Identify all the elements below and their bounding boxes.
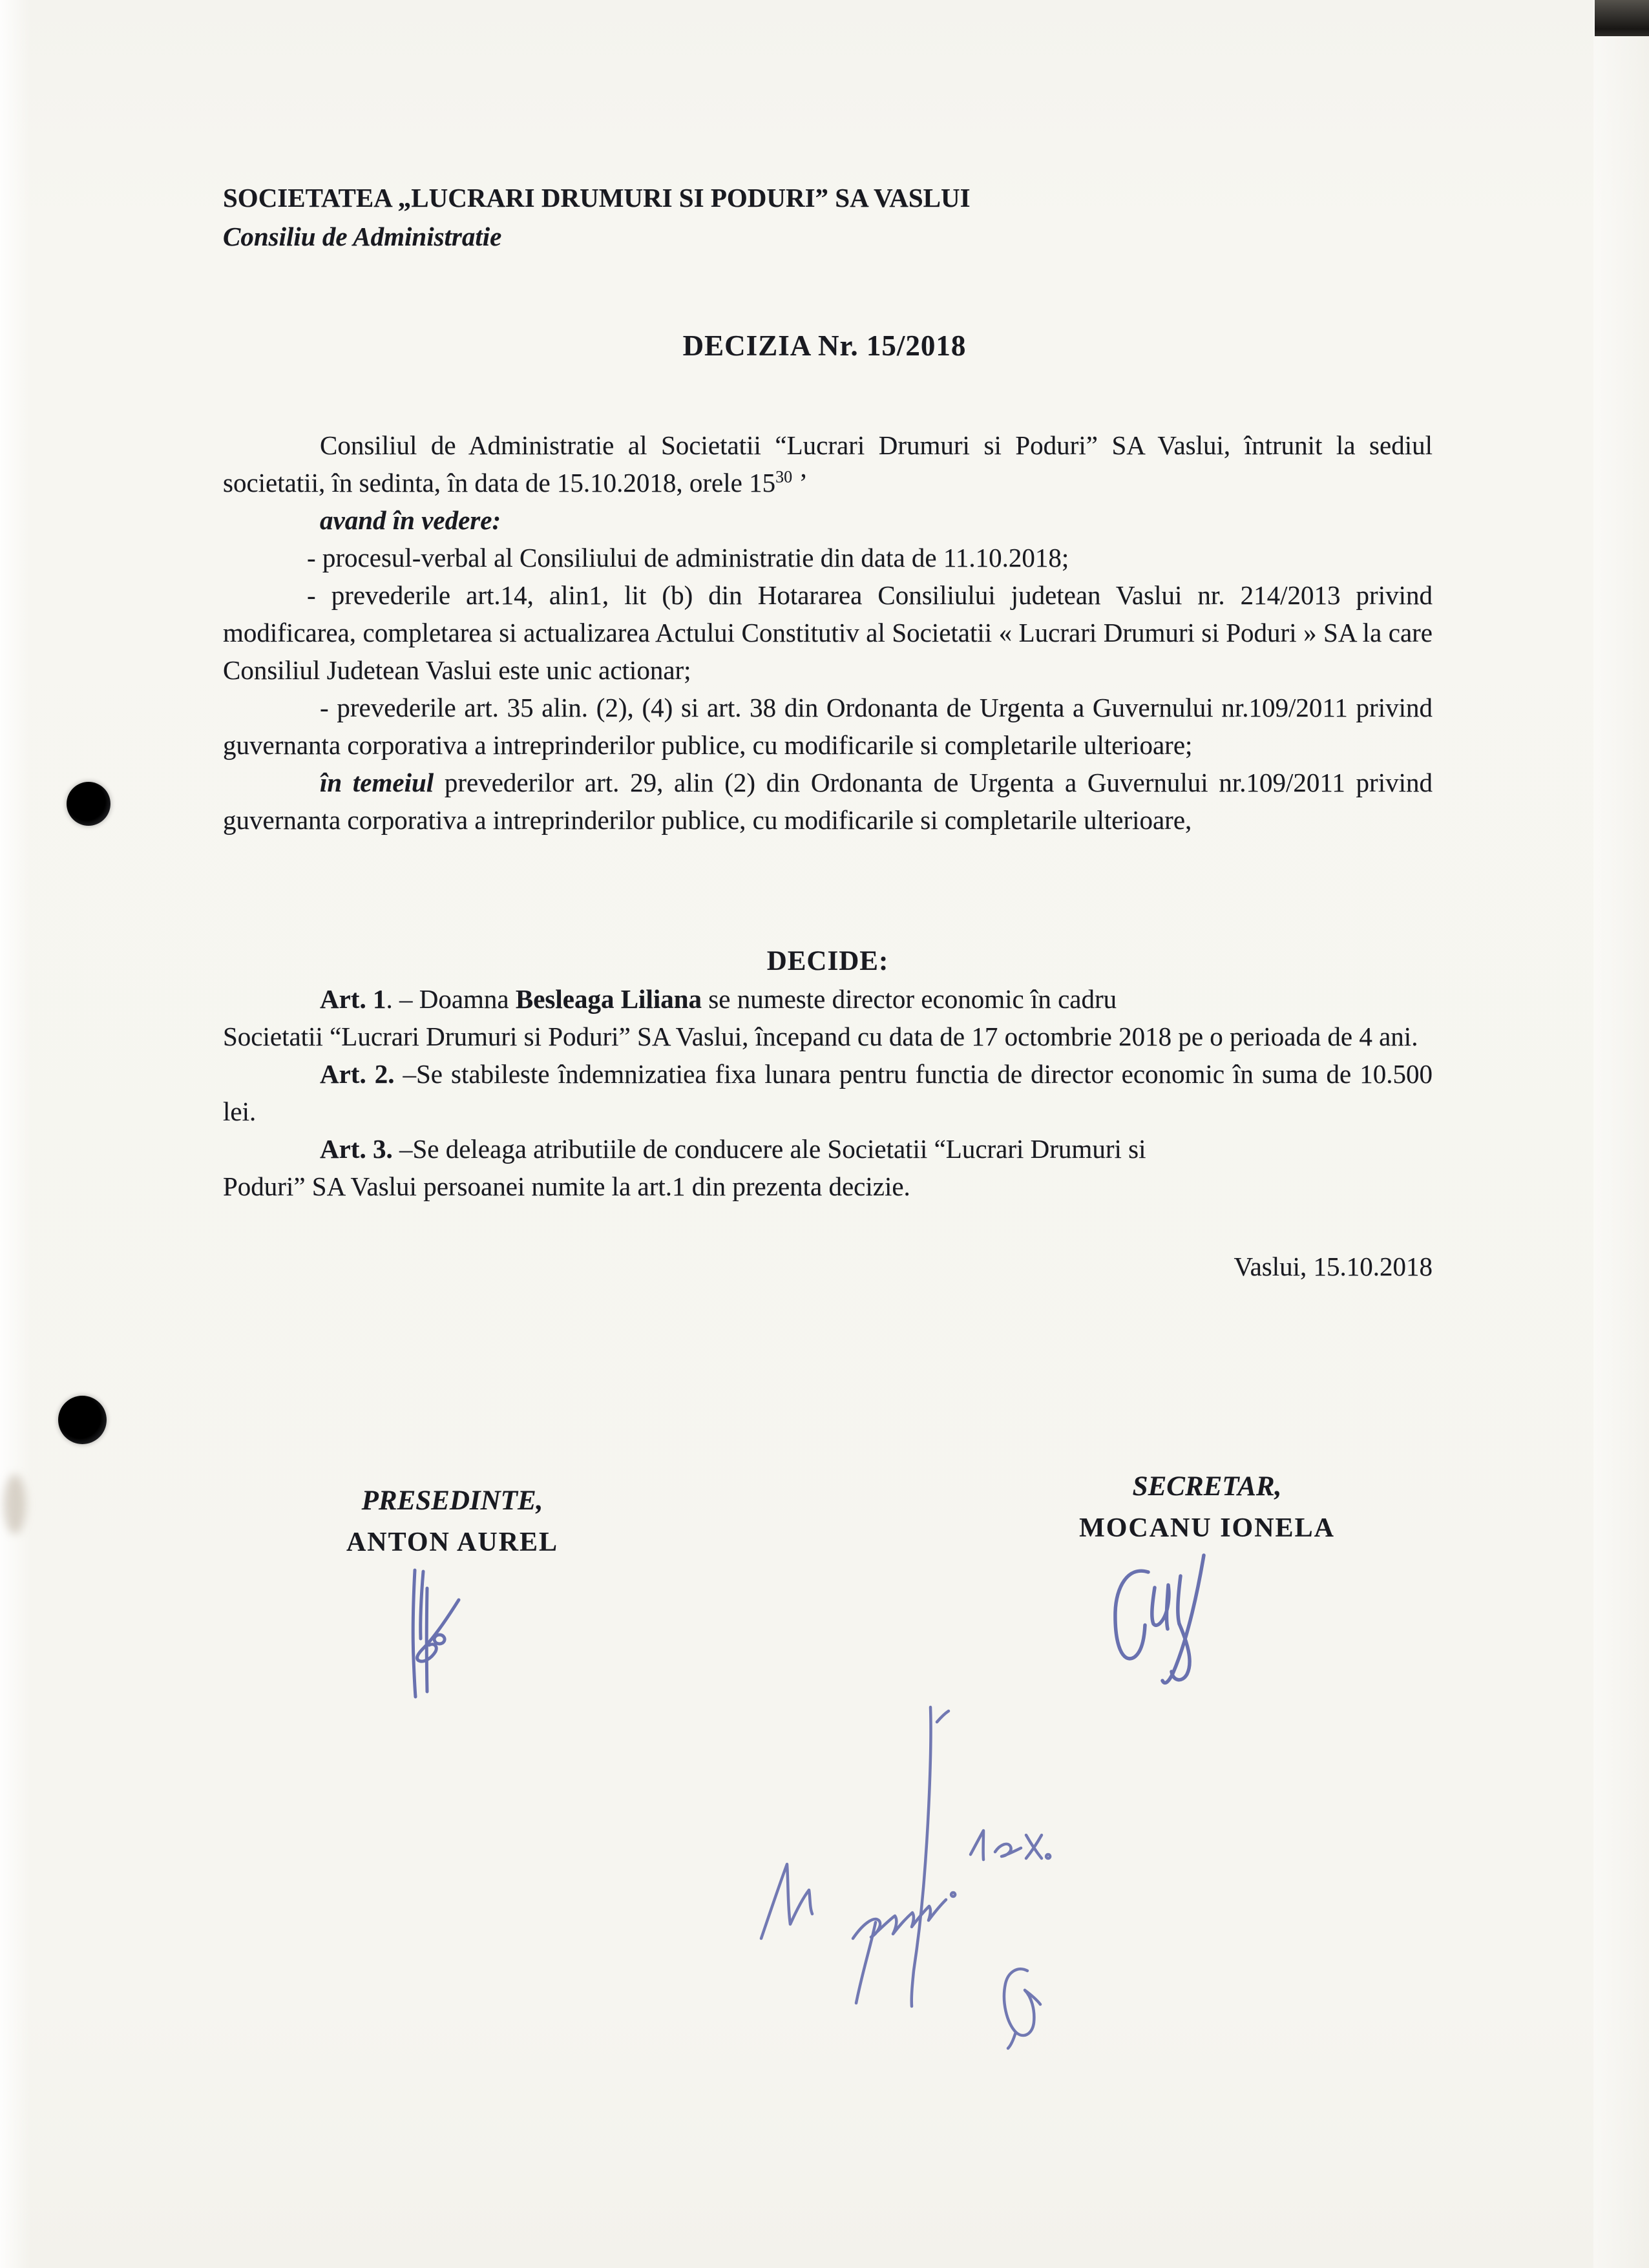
article-2-label: Art. 2. bbox=[320, 1059, 395, 1089]
president-signature-ink bbox=[386, 1562, 464, 1705]
document-body bbox=[223, 426, 1433, 1285]
place-date: Vaslui, 15.10.2018 bbox=[1234, 1252, 1433, 1281]
article-3-label: Art. 3. bbox=[320, 1134, 393, 1164]
article-2 bbox=[223, 1055, 1433, 1130]
president-name: ANTON AUREL bbox=[346, 1528, 559, 1557]
handwritten-note-strokes bbox=[761, 1707, 1050, 2048]
secretary-role: SECRETAR, bbox=[1132, 1471, 1282, 1502]
department-name: Consiliu de Administratie bbox=[223, 222, 502, 251]
article-1-lead: . – Doamna bbox=[386, 984, 516, 1014]
handwritten-note-ink bbox=[724, 1661, 1098, 2048]
hole-punch-top bbox=[67, 782, 110, 826]
intro-paragraph bbox=[223, 426, 1433, 501]
article-1-line2: Societatii “Lucrari Drumuri si Poduri” SA Vaslui, începand cu data de 17 octombrie 2018 pe o perioada de 4 ani. bbox=[223, 1022, 1418, 1051]
article-1-line1: se numeste director economic în cadru bbox=[702, 984, 1117, 1014]
intro-superscript: 30 bbox=[775, 467, 793, 487]
article-1 bbox=[223, 980, 1433, 1055]
intro-text: Consiliul de Administratie al Societatii “Lucrari Drumuri si Poduri” SA Vaslui, întrunit la sediul societatii, în sedinta, în data de 15.10.2018, orele 15 bbox=[223, 430, 1433, 498]
article-3-line1: –Se deleaga atributiile de conducere ale Societatii “Lucrari Drumuri si bbox=[392, 1134, 1146, 1164]
document-title: DECIZIA Nr. 15/2018 bbox=[682, 330, 967, 362]
scan-smudge bbox=[4, 1475, 26, 1534]
president-role: PRESEDINTE, bbox=[361, 1486, 543, 1516]
company-name: SOCIETATEA „LUCRARI DRUMURI SI PODURI” SA VASLUI bbox=[223, 183, 971, 213]
article-3 bbox=[223, 1130, 1433, 1205]
legal-basis-lead: în temeiul bbox=[320, 768, 434, 797]
considering-label: avand în vedere: bbox=[320, 505, 501, 535]
considering-item-2: - prevederile art.14, alin1, lit (b) din Hotararea Consiliului judetean Vaslui nr. 214/2013 privind modificarea, completarea si actualizarea Actului Constitutiv al Societatii « Lucrari Drumuri si Poduri » SA la care Consiliul Judetean Vaslui este unic actionar; bbox=[223, 580, 1433, 685]
scan-corner-artifact bbox=[1595, 0, 1649, 36]
president-signature-block bbox=[271, 1480, 633, 1564]
article-1-person-name: Besleaga Liliana bbox=[515, 984, 702, 1014]
decide-heading: DECIDE: bbox=[766, 946, 889, 976]
hole-punch-bottom bbox=[58, 1396, 107, 1444]
secretary-signature-strokes bbox=[1115, 1555, 1204, 1683]
article-2-text: –Se stabileste îndemnizatiea fixa lunara pentru functia de director economic în suma de 10.500 lei. bbox=[223, 1059, 1433, 1126]
secretary-signature-block bbox=[1026, 1465, 1388, 1549]
article-1-label: Art. 1 bbox=[320, 984, 386, 1014]
secretary-signature-ink bbox=[1108, 1548, 1224, 1696]
legal-basis-rest: prevederilor art. 29, alin (2) din Ordonanta de Urgenta a Guvernului nr.109/2011 privind guvernanta corporativa a intreprinderilor publice, cu modificarile si completarile ulterioare, bbox=[223, 768, 1433, 835]
letterhead bbox=[223, 178, 971, 256]
secretary-name: MOCANU IONELA bbox=[1079, 1513, 1335, 1543]
intro-tail: ’ bbox=[792, 468, 808, 498]
president-signature-strokes bbox=[413, 1570, 459, 1697]
article-3-line2: Poduri” SA Vaslui persoanei numite la art.1 din prezenta decizie. bbox=[223, 1171, 910, 1201]
legal-basis-paragraph bbox=[223, 764, 1433, 839]
considering-item-1: - procesul-verbal al Consiliului de administratie din data de 11.10.2018; bbox=[307, 543, 1069, 572]
considering-item-3: - prevederile art. 35 alin. (2), (4) si art. 38 din Ordonanta de Urgenta a Guvernului nr.109/2011 privind guvernanta corporativa a intreprinderilor publice, cu modificarile si completarile ulterioare; bbox=[223, 693, 1433, 760]
